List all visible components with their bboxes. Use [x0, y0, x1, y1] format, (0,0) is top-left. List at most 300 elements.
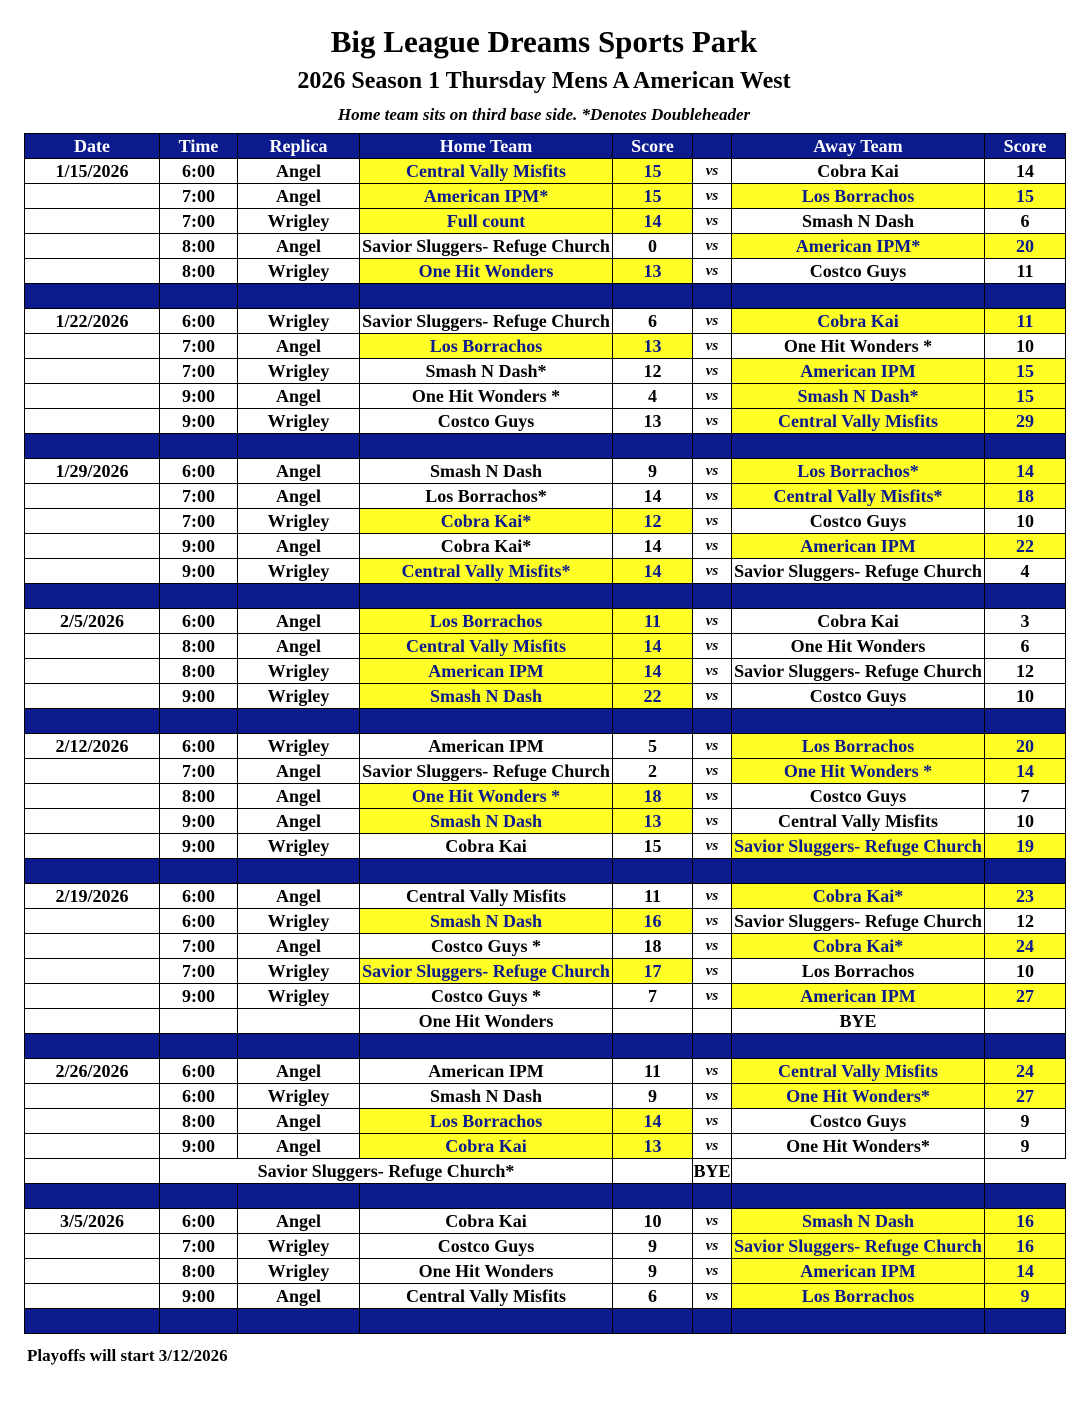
home-score-cell: 15: [613, 184, 693, 209]
away-team-cell: Costco Guys: [732, 1109, 985, 1134]
time-cell: 8:00: [160, 1259, 238, 1284]
field-cell: Wrigley: [238, 959, 360, 984]
separator-cell: [732, 709, 985, 734]
away-team-cell: Los Borrachos*: [732, 459, 985, 484]
away-team-cell: Costco Guys: [732, 684, 985, 709]
away-score-cell: 10: [985, 959, 1066, 984]
time-cell: 8:00: [160, 659, 238, 684]
away-team-cell: Cobra Kai: [732, 309, 985, 334]
away-team-cell: American IPM: [732, 984, 985, 1009]
home-team-cell: Cobra Kai: [360, 834, 613, 859]
field-cell: Wrigley: [238, 559, 360, 584]
away-team-cell: One Hit Wonders*: [732, 1084, 985, 1109]
away-score-cell: 20: [985, 734, 1066, 759]
away-team-cell: Cobra Kai*: [732, 884, 985, 909]
time-cell: 6:00: [160, 884, 238, 909]
away-score-cell: 19: [985, 834, 1066, 859]
home-team-cell: Smash N Dash: [360, 684, 613, 709]
vs-cell: vs: [693, 934, 732, 959]
home-team-cell: Central Vally Misfits: [360, 634, 613, 659]
home-score-cell: 11: [613, 609, 693, 634]
date-cell: [25, 209, 160, 234]
home-team-cell: American IPM: [360, 1059, 613, 1084]
away-score-cell: 16: [985, 1234, 1066, 1259]
home-team-cell: Central Vally Misfits: [360, 159, 613, 184]
home-score-cell: 13: [613, 259, 693, 284]
home-score-cell: 11: [613, 884, 693, 909]
date-cell: 3/5/2026: [25, 1209, 160, 1234]
date-cell: 1/22/2026: [25, 309, 160, 334]
home-team-cell: Costco Guys *: [360, 934, 613, 959]
field-cell: Wrigley: [238, 509, 360, 534]
field-cell: Wrigley: [238, 734, 360, 759]
away-team-cell: Cobra Kai: [732, 159, 985, 184]
away-team-cell: Costco Guys: [732, 259, 985, 284]
away-score-cell: 16: [985, 1209, 1066, 1234]
home-score-cell: 14: [613, 559, 693, 584]
game-row: [25, 259, 1066, 284]
game-row: [25, 1284, 1066, 1309]
game-row: [25, 184, 1066, 209]
game-row: [25, 1209, 1066, 1234]
separator-cell: [693, 1309, 732, 1334]
home-score-cell: 9: [613, 1234, 693, 1259]
vs-cell: vs: [693, 884, 732, 909]
vs-cell: vs: [693, 534, 732, 559]
vs-cell: vs: [693, 234, 732, 259]
away-team-cell: Costco Guys: [732, 784, 985, 809]
separator-cell: [985, 1309, 1066, 1334]
separator-cell: [613, 284, 693, 309]
home-score-cell: 11: [613, 1059, 693, 1084]
away-score-cell: 15: [985, 384, 1066, 409]
home-score-cell: 9: [613, 1084, 693, 1109]
away-score-cell: 9: [985, 1134, 1066, 1159]
separator-cell: [160, 434, 238, 459]
separator-cell: [160, 1309, 238, 1334]
date-cell: [25, 909, 160, 934]
separator-cell: [25, 709, 160, 734]
field-cell: Angel: [238, 634, 360, 659]
week-separator: [25, 709, 1066, 734]
date-cell: [25, 334, 160, 359]
separator-cell: [25, 1309, 160, 1334]
away-score-cell: 22: [985, 534, 1066, 559]
bye-label-cell: BYE: [693, 1159, 732, 1184]
separator-cell: [613, 1309, 693, 1334]
separator-cell: [985, 859, 1066, 884]
col-header-vs: [693, 134, 732, 159]
home-team-cell: Smash N Dash: [360, 909, 613, 934]
field-cell: Wrigley: [238, 209, 360, 234]
vs-cell: vs: [693, 384, 732, 409]
separator-cell: [25, 1184, 160, 1209]
home-score-cell: 9: [613, 1259, 693, 1284]
home-team-cell: One Hit Wonders: [360, 1259, 613, 1284]
date-cell: [25, 534, 160, 559]
home-team-cell: Costco Guys: [360, 1234, 613, 1259]
header-row: [25, 134, 1066, 159]
col-header-away-team: Away Team: [732, 134, 985, 159]
time-cell: 6:00: [160, 459, 238, 484]
away-score-cell: 14: [985, 459, 1066, 484]
away-team-cell: Savior Sluggers- Refuge Church: [732, 1234, 985, 1259]
away-score-cell: 4: [985, 559, 1066, 584]
separator-cell: [693, 284, 732, 309]
away-score-cell: 12: [985, 659, 1066, 684]
away-team-cell: American IPM: [732, 1259, 985, 1284]
home-score-cell: 14: [613, 534, 693, 559]
separator-cell: [238, 1309, 360, 1334]
field-cell: Angel: [238, 884, 360, 909]
week-separator: [25, 1184, 1066, 1209]
time-cell: 8:00: [160, 234, 238, 259]
separator-cell: [360, 709, 613, 734]
away-team-cell: BYE: [732, 1009, 985, 1034]
away-team-cell: One Hit Wonders *: [732, 759, 985, 784]
away-team-cell: American IPM: [732, 359, 985, 384]
col-header-away-score: Score: [985, 134, 1066, 159]
home-team-cell: Savior Sluggers- Refuge Church: [360, 959, 613, 984]
date-cell: [25, 559, 160, 584]
game-row: [25, 1259, 1066, 1284]
separator-cell: [360, 284, 613, 309]
away-score-cell: 27: [985, 984, 1066, 1009]
separator-cell: [693, 1184, 732, 1209]
home-score-cell: 12: [613, 359, 693, 384]
away-team-cell: Los Borrachos: [732, 1284, 985, 1309]
home-score-cell: 7: [613, 984, 693, 1009]
away-team-cell: Smash N Dash: [732, 1209, 985, 1234]
separator-cell: [732, 859, 985, 884]
separator-cell: [985, 584, 1066, 609]
away-score-cell: 24: [985, 1059, 1066, 1084]
separator-cell: [613, 434, 693, 459]
home-team-cell: One Hit Wonders: [360, 259, 613, 284]
date-cell: [25, 934, 160, 959]
home-team-cell: Smash N Dash: [360, 459, 613, 484]
away-score-cell: 3: [985, 609, 1066, 634]
away-team-cell: Central Vally Misfits: [732, 809, 985, 834]
vs-cell: vs: [693, 484, 732, 509]
vs-cell: vs: [693, 1084, 732, 1109]
game-row: [25, 834, 1066, 859]
separator-cell: [238, 709, 360, 734]
date-cell: [25, 759, 160, 784]
field-cell: Wrigley: [238, 409, 360, 434]
separator-cell: [613, 859, 693, 884]
separator-cell: [732, 1309, 985, 1334]
away-team-cell: Smash N Dash*: [732, 384, 985, 409]
separator-cell: [25, 434, 160, 459]
time-cell: 6:00: [160, 159, 238, 184]
game-row: [25, 1084, 1066, 1109]
separator-cell: [160, 1034, 238, 1059]
home-score-cell: 15: [613, 159, 693, 184]
week-separator: [25, 1034, 1066, 1059]
col-header-home-score: Score: [613, 134, 693, 159]
separator-cell: [360, 1184, 613, 1209]
field-cell: Wrigley: [238, 684, 360, 709]
field-cell: Angel: [238, 759, 360, 784]
date-cell: [25, 259, 160, 284]
home-team-cell: One Hit Wonders *: [360, 784, 613, 809]
field-cell: Angel: [238, 934, 360, 959]
date-cell: 1/15/2026: [25, 159, 160, 184]
date-cell: [25, 1109, 160, 1134]
date-cell: [25, 959, 160, 984]
game-row: [25, 234, 1066, 259]
home-score-cell: 10: [613, 1209, 693, 1234]
home-score-cell: 22: [613, 684, 693, 709]
separator-cell: [360, 1309, 613, 1334]
game-row: [25, 559, 1066, 584]
away-score-cell: 23: [985, 884, 1066, 909]
home-score-cell: 16: [613, 909, 693, 934]
away-score-cell: 11: [985, 259, 1066, 284]
time-cell: 7:00: [160, 934, 238, 959]
vs-cell: vs: [693, 459, 732, 484]
date-cell: 2/12/2026: [25, 734, 160, 759]
separator-cell: [360, 434, 613, 459]
home-team-cell: Cobra Kai: [360, 1209, 613, 1234]
game-row: [25, 534, 1066, 559]
away-team-cell: American IPM: [732, 534, 985, 559]
home-team-cell: One Hit Wonders: [360, 1009, 613, 1034]
away-score-cell: 24: [985, 934, 1066, 959]
date-cell: [25, 684, 160, 709]
home-score-cell: 0: [613, 234, 693, 259]
vs-cell: vs: [693, 1134, 732, 1159]
game-row: [25, 734, 1066, 759]
field-cell: Wrigley: [238, 834, 360, 859]
separator-cell: [613, 1034, 693, 1059]
field-cell: Angel: [238, 459, 360, 484]
separator-cell: [613, 584, 693, 609]
home-team-cell: Savior Sluggers- Refuge Church: [360, 759, 613, 784]
home-team-cell: Costco Guys *: [360, 984, 613, 1009]
time-cell: 9:00: [160, 809, 238, 834]
separator-cell: [25, 1034, 160, 1059]
home-team-cell: Savior Sluggers- Refuge Church: [360, 234, 613, 259]
separator-cell: [25, 859, 160, 884]
home-team-cell: Los Borrachos: [360, 334, 613, 359]
time-cell: 8:00: [160, 259, 238, 284]
home-score-cell: 12: [613, 509, 693, 534]
game-row: [25, 334, 1066, 359]
vs-cell: vs: [693, 1284, 732, 1309]
away-team-cell: American IPM*: [732, 234, 985, 259]
date-cell: 2/19/2026: [25, 884, 160, 909]
away-score-cell: 14: [985, 159, 1066, 184]
time-cell: 6:00: [160, 1059, 238, 1084]
vs-cell: vs: [693, 1109, 732, 1134]
separator-cell: [693, 1034, 732, 1059]
away-team-cell: Savior Sluggers- Refuge Church: [732, 909, 985, 934]
vs-cell: vs: [693, 1234, 732, 1259]
game-row: [25, 984, 1066, 1009]
separator-cell: [732, 1034, 985, 1059]
home-score-cell: 4: [613, 384, 693, 409]
vs-cell: vs: [693, 984, 732, 1009]
time-cell: 7:00: [160, 759, 238, 784]
field-cell: Angel: [238, 384, 360, 409]
game-row: [25, 384, 1066, 409]
home-score-cell: 13: [613, 809, 693, 834]
field-cell: Wrigley: [238, 1084, 360, 1109]
vs-cell: vs: [693, 159, 732, 184]
separator-cell: [693, 584, 732, 609]
away-score-cell: 14: [985, 759, 1066, 784]
game-row: [25, 909, 1066, 934]
away-score-cell: [732, 1159, 985, 1184]
field-cell: Angel: [238, 159, 360, 184]
field-cell: Angel: [238, 1134, 360, 1159]
separator-cell: [160, 284, 238, 309]
vs-cell: vs: [693, 259, 732, 284]
time-cell: 9:00: [160, 834, 238, 859]
away-team-cell: Central Vally Misfits: [732, 1059, 985, 1084]
game-row: [25, 359, 1066, 384]
separator-cell: [238, 1034, 360, 1059]
away-team-cell: Los Borrachos: [732, 734, 985, 759]
playoffs-note: Playoffs will start 3/12/2026: [27, 1346, 228, 1365]
date-cell: [25, 784, 160, 809]
field-cell: Angel: [238, 184, 360, 209]
away-score-cell: 9: [985, 1109, 1066, 1134]
away-score-cell: 15: [985, 359, 1066, 384]
vs-cell: vs: [693, 334, 732, 359]
separator-cell: [360, 584, 613, 609]
vs-cell: vs: [693, 559, 732, 584]
game-row: [25, 1009, 1066, 1034]
game-row: [25, 1059, 1066, 1084]
separator-cell: [160, 584, 238, 609]
separator-cell: [613, 709, 693, 734]
vs-cell: [613, 1159, 693, 1184]
vs-cell: vs: [693, 509, 732, 534]
away-score-cell: 10: [985, 684, 1066, 709]
date-cell: [25, 1159, 160, 1184]
date-cell: [25, 1134, 160, 1159]
away-score-cell: 7: [985, 784, 1066, 809]
home-score-cell: 15: [613, 834, 693, 859]
vs-cell: vs: [693, 909, 732, 934]
separator-cell: [238, 284, 360, 309]
date-cell: 2/5/2026: [25, 609, 160, 634]
vs-cell: vs: [693, 759, 732, 784]
separator-cell: [693, 434, 732, 459]
separator-cell: [985, 284, 1066, 309]
schedule-table: [24, 133, 1066, 1334]
home-team-cell: Smash N Dash*: [360, 359, 613, 384]
date-cell: [25, 1234, 160, 1259]
time-cell: 7:00: [160, 184, 238, 209]
time-cell: 7:00: [160, 509, 238, 534]
away-team-cell: Cobra Kai: [732, 609, 985, 634]
game-row: [25, 1109, 1066, 1134]
away-score-cell: [985, 1009, 1066, 1034]
vs-cell: vs: [693, 959, 732, 984]
date-cell: [25, 509, 160, 534]
time-cell: 9:00: [160, 1284, 238, 1309]
game-row: [25, 309, 1066, 334]
away-score-cell: 11: [985, 309, 1066, 334]
home-score-cell: 14: [613, 659, 693, 684]
away-score-cell: 15: [985, 184, 1066, 209]
separator-cell: [732, 1184, 985, 1209]
field-cell: Angel: [238, 1209, 360, 1234]
game-row: [25, 634, 1066, 659]
date-cell: [25, 1284, 160, 1309]
date-cell: 1/29/2026: [25, 459, 160, 484]
home-team-cell: Los Borrachos: [360, 1109, 613, 1134]
game-row: [25, 684, 1066, 709]
separator-cell: [985, 1184, 1066, 1209]
away-team-cell: One Hit Wonders *: [732, 334, 985, 359]
col-header-date: Date: [25, 134, 160, 159]
separator-cell: [693, 859, 732, 884]
away-team-cell: Central Vally Misfits: [732, 409, 985, 434]
vs-cell: vs: [693, 684, 732, 709]
time-cell: 9:00: [160, 409, 238, 434]
field-cell: Angel: [238, 609, 360, 634]
field-cell: Wrigley: [238, 1234, 360, 1259]
field-cell: Angel: [238, 1284, 360, 1309]
time-cell: 8:00: [160, 784, 238, 809]
home-score-cell: 14: [613, 209, 693, 234]
field-cell: Angel: [238, 1059, 360, 1084]
away-team-cell: Smash N Dash: [732, 209, 985, 234]
home-team-cell: Cobra Kai*: [360, 534, 613, 559]
away-team-cell: Los Borrachos: [732, 184, 985, 209]
away-team-cell: One Hit Wonders*: [732, 1134, 985, 1159]
game-row: [25, 809, 1066, 834]
home-score-cell: 9: [613, 459, 693, 484]
field-cell: Angel: [238, 234, 360, 259]
date-cell: [25, 184, 160, 209]
home-team-cell: Costco Guys: [360, 409, 613, 434]
date-cell: [25, 1084, 160, 1109]
home-score-cell: 5: [613, 734, 693, 759]
vs-cell: vs: [693, 609, 732, 634]
away-score-cell: 10: [985, 509, 1066, 534]
separator-cell: [613, 1184, 693, 1209]
separator-cell: [360, 859, 613, 884]
date-cell: [25, 809, 160, 834]
vs-cell: vs: [693, 1209, 732, 1234]
away-team-cell: Central Vally Misfits*: [732, 484, 985, 509]
separator-cell: [732, 434, 985, 459]
time-cell: [160, 1009, 238, 1034]
vs-cell: vs: [693, 834, 732, 859]
separator-cell: [160, 1184, 238, 1209]
date-cell: [25, 1009, 160, 1034]
away-score-cell: 27: [985, 1084, 1066, 1109]
separator-cell: [360, 1034, 613, 1059]
vs-cell: vs: [693, 209, 732, 234]
week-separator: [25, 284, 1066, 309]
home-team-cell: Smash N Dash: [360, 809, 613, 834]
game-row: [25, 884, 1066, 909]
away-score-cell: 29: [985, 409, 1066, 434]
home-score-cell: 13: [613, 409, 693, 434]
game-row: [25, 484, 1066, 509]
game-row: [25, 509, 1066, 534]
home-team-cell: Cobra Kai*: [360, 509, 613, 534]
away-team-cell: Los Borrachos: [732, 959, 985, 984]
home-score-cell: 14: [613, 634, 693, 659]
